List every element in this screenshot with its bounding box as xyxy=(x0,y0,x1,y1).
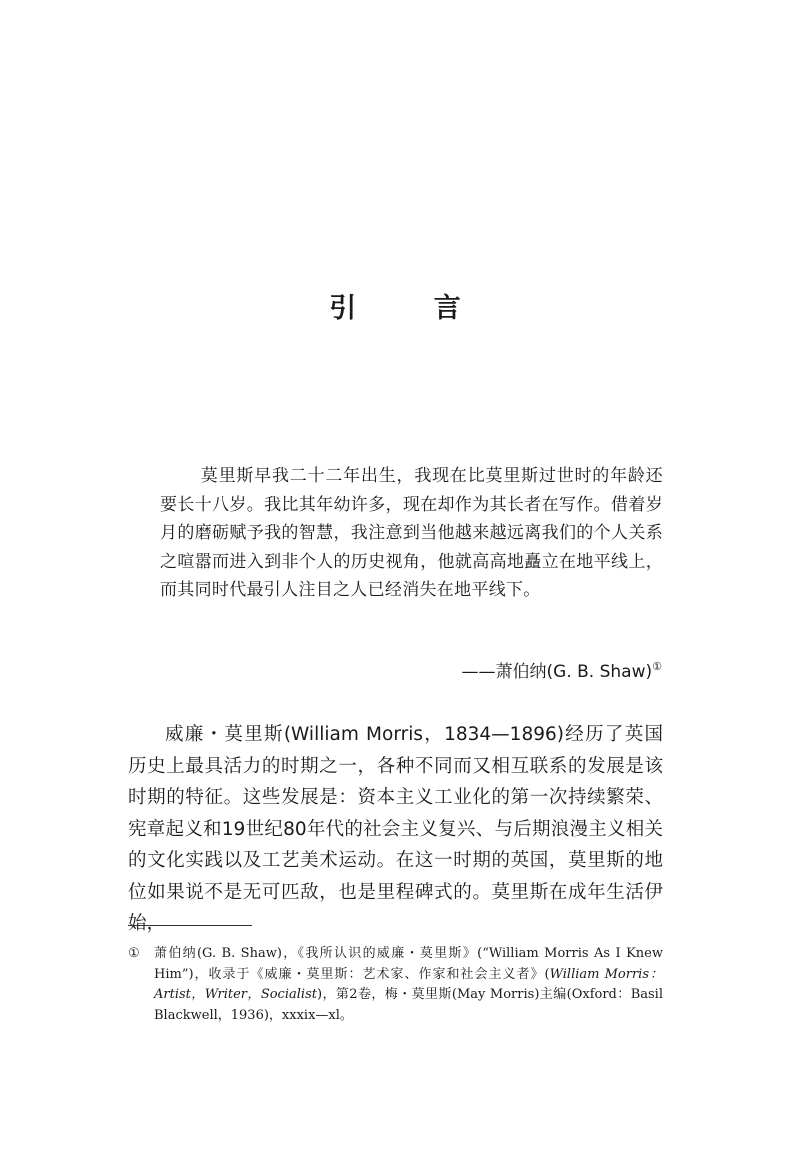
epigraph-text: 莫里斯早我二十二年出生，我现在比莫里斯过世时的年龄还要长十八岁。我比其年幼许多，现在却作为其长者在写作。借着岁月的磨砺赋予我的智慧，我注意到当他越来越远离我们的个人关系之喧嚣而进入到非个人的历史视角，他就高高地矗立在地平线上，而其同时代最引人注目之人已经消失在地平线下。 xyxy=(160,466,663,601)
body-paragraph: 威廉・莫里斯(William Morris，1834—1896)经历了英国历史上最具活力的时期之一，各种不同而又相互联系的发展是该时期的特征。这些发展是：资本主义工业化的第一次持续繁荣、宪章起义和19世纪80年代的社会主义复兴、与后期浪漫主义相关的文化实践以及工艺美术运动。在这一时期的英国，莫里斯的地位如果说不是无可匹敌，也是里程碑式的。莫里斯在成年生活伊始， xyxy=(128,724,663,934)
footnote-divider xyxy=(128,925,252,926)
footnote xyxy=(128,944,663,1026)
footnote-ref-marker[interactable]: ① xyxy=(652,660,662,673)
footnote-marker: ① xyxy=(128,946,140,961)
page-title: 引 言 xyxy=(329,293,495,324)
body-text-block xyxy=(128,719,663,940)
attribution-text: ——萧伯纳(G. B. Shaw) xyxy=(461,662,653,682)
epigraph-attribution xyxy=(462,657,662,682)
footnote-book-title: William Morris：Artist，Writer，Socialist xyxy=(154,966,663,1002)
footnote-text-part2: )，第2卷，梅・莫里斯(May Morris)主编(Oxford：Basil Blackwell，1936)，xxxix—xl。 xyxy=(154,987,663,1023)
footnote-text-part1: 萧伯纳(G. B. Shaw)，《我所认识的威廉・莫里斯》(“William Morris As I Knew Him”)，收录于《威廉・莫里斯：艺术家、作家和社会主义者》( xyxy=(154,946,663,982)
epigraph-block xyxy=(160,462,663,605)
footnote-text xyxy=(154,944,663,1026)
